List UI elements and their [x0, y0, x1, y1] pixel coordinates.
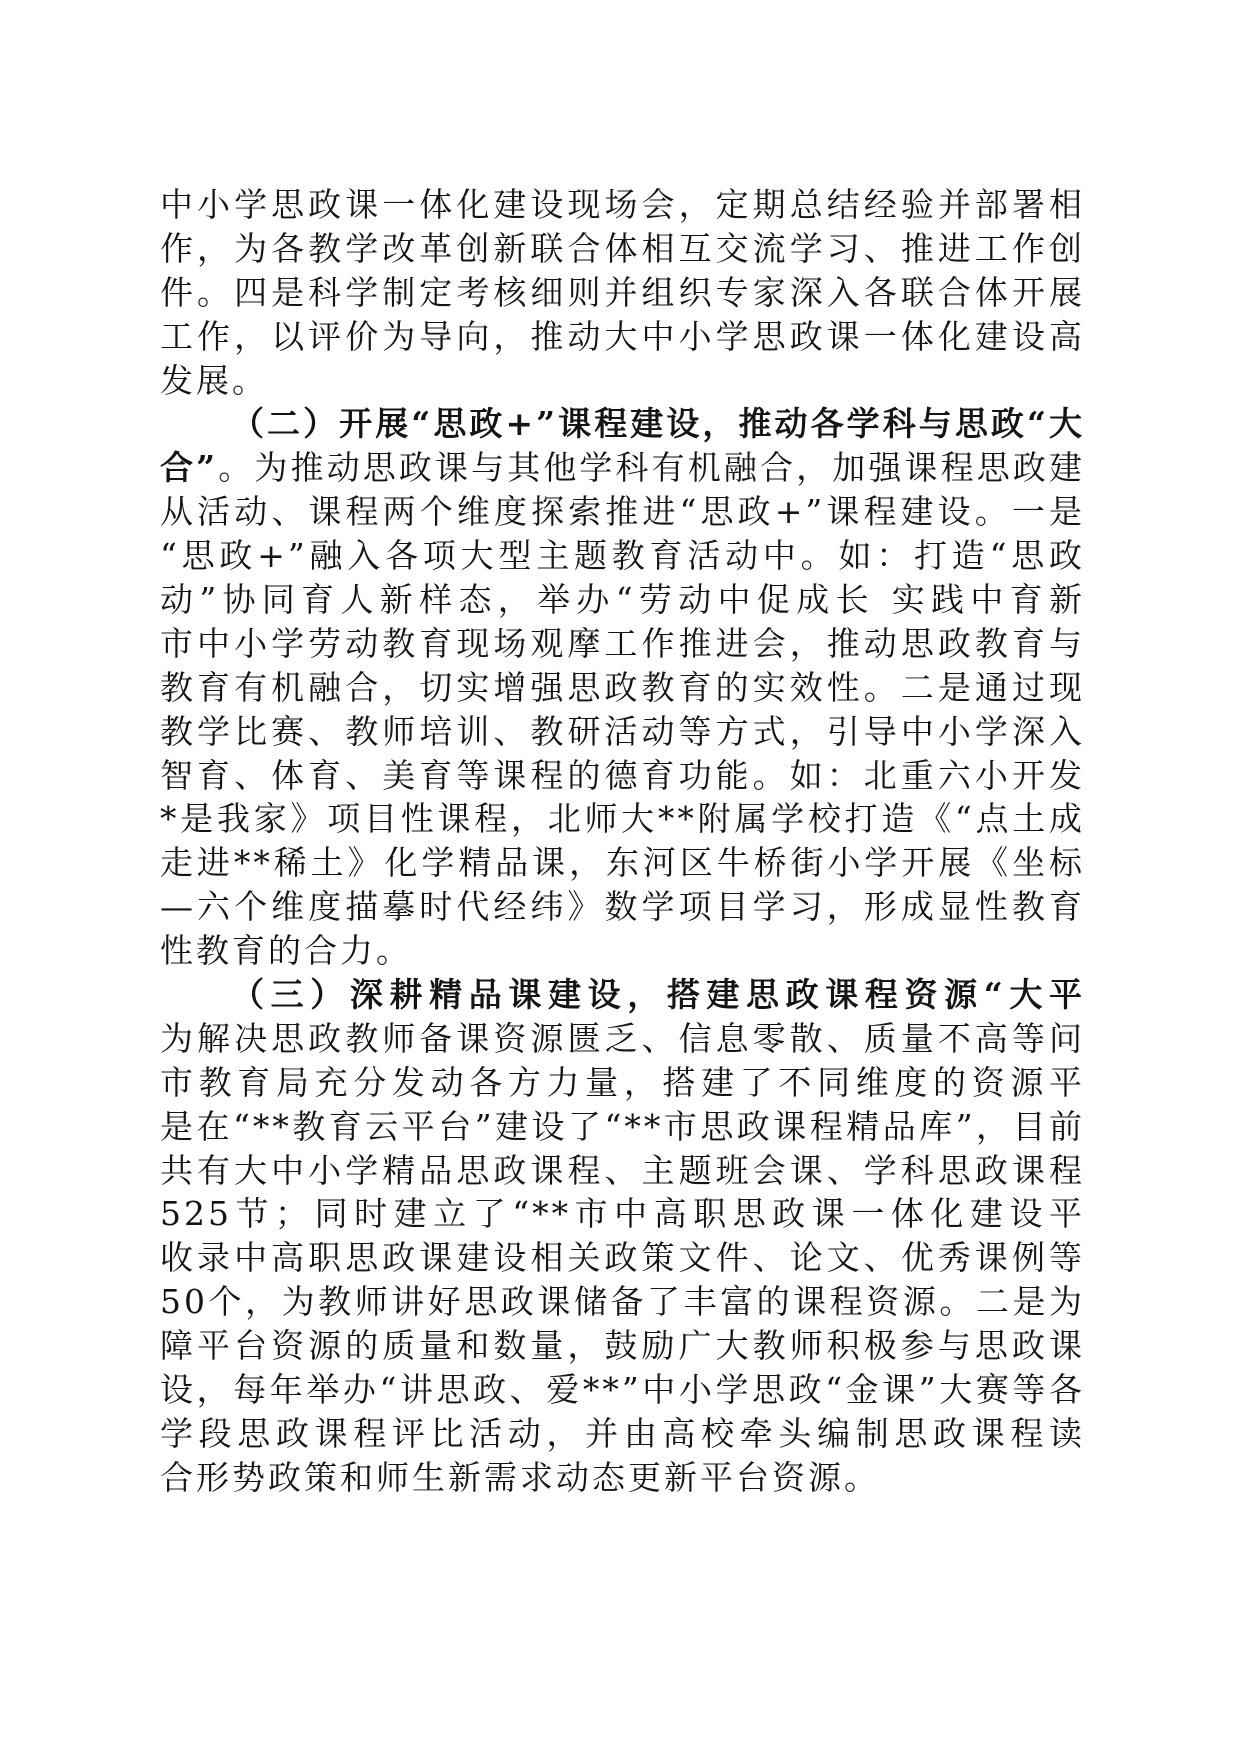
body-line: 学段思政课程评比活动，并由高校牵头编制思政课程读	[160, 1413, 1085, 1453]
section-heading-3: （三）深耕精品课建设，搭建思政课程资源“大平	[231, 975, 1085, 1015]
body-line: 设，每年举办“讲思政、爱**”中小学思政“金课”大赛等各	[160, 1370, 1085, 1410]
body-line: 共有大中小学精品思政课程、主题班会课、学科思政课程	[160, 1150, 1085, 1190]
body-line: 动”协同育人新样态，举办“劳动中促成长 实践中育新	[160, 580, 1085, 620]
body-text: 。为推动思政课与其他学科有机融合，加强课程思政建	[218, 448, 1085, 488]
body-line: 收录中高职思政课建设相关政策文件、论文、优秀课例等	[160, 1238, 1085, 1278]
body-line: 中小学思政课一体化建设现场会，定期总结经验并部署相	[160, 185, 1085, 224]
body-line: “思政+”融入各项大型主题教育活动中。如：打造“思政	[160, 536, 1085, 576]
section-heading-2: （二）开展“思政+”课程建设，推动各学科与思政“大	[231, 404, 1085, 444]
body-line: 走进**稀土》化学精品课，东河区牛桥街小学开展《坐标	[160, 843, 1085, 883]
body-line: 525节；同时建立了“**市中高职思政课一体化建设平	[160, 1194, 1085, 1234]
body-line: 合形势政策和师生新需求动态更新平台资源。	[160, 1457, 880, 1497]
body-line: 教学比赛、教师培训、教研活动等方式，引导中小学深入	[160, 711, 1085, 751]
body-line: 教育有机融合，切实增强思政教育的实效性。二是通过现	[160, 667, 1085, 707]
body-line: 工作，以评价为导向，推动大中小学思政课一体化建设高	[160, 316, 1085, 356]
body-line: 障平台资源的质量和数量，鼓励广大教师积极参与思政课	[160, 1326, 1085, 1366]
body-line: 从活动、课程两个维度探索推进“思政+”课程建设。一是	[160, 492, 1085, 532]
body-line: 为解决思政教师备课资源匮乏、信息零散、质量不高等问	[160, 1018, 1085, 1058]
section-heading-2-tail: 合”	[160, 448, 219, 488]
body-line: —六个维度描摹时代经纬》数学项目学习，形成显性教育	[160, 887, 1085, 927]
body-line: 市教育局充分发动各方力量，搭建了不同维度的资源平	[160, 1062, 1085, 1102]
body-line: 作，为各教学改革创新联合体相互交流学习、推进工作创	[160, 228, 1085, 268]
body-line	[160, 973, 1085, 1017]
body-line: 50个，为教师讲好思政课储备了丰富的课程资源。二是为	[160, 1282, 1085, 1322]
body-line: 市中小学劳动教育现场观摩工作推进会，推动思政教育与	[160, 623, 1085, 663]
body-line: 是在“**教育云平台”建设了“**市思政课程精品库”，目前	[160, 1106, 1085, 1146]
body-line	[160, 446, 1085, 490]
body-line: 性教育的合力。	[160, 931, 412, 971]
body-line: *是我家》项目性课程，北师大**附属学校打造《“点土成	[160, 799, 1085, 839]
body-line: 发展。	[160, 360, 268, 400]
document-body	[160, 183, 1085, 1500]
body-line: 智育、体育、美育等课程的德育功能。如：北重六小开发	[160, 755, 1085, 795]
body-line: 件。四是科学制定考核细则并组织专家深入各联合体开展	[160, 272, 1085, 312]
